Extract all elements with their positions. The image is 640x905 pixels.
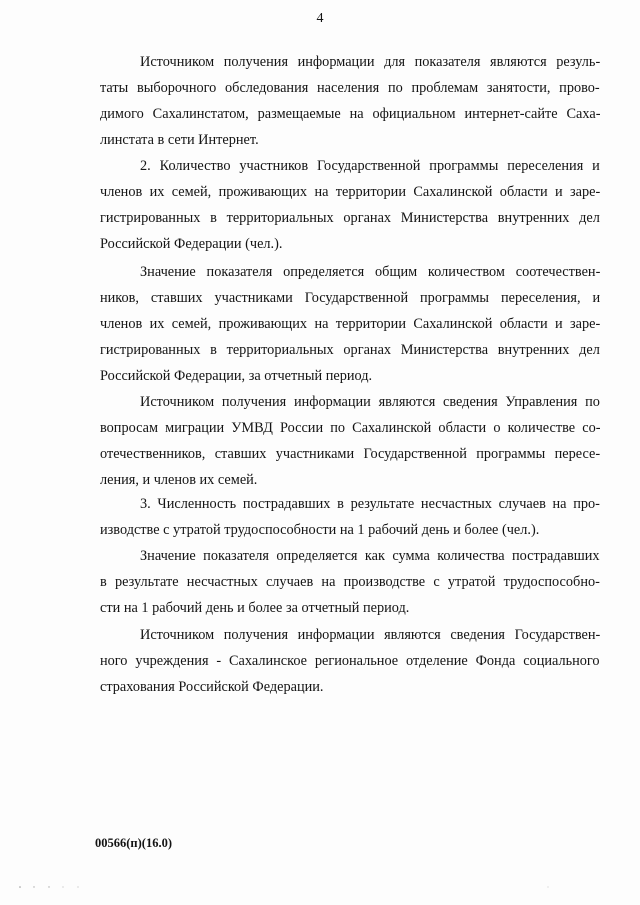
- paragraph-1-line: таты выборочного обследования населения по проблемам занятости, прово-: [100, 80, 600, 96]
- paragraph-3-line: членов их семей, проживающих на территории Сахалинской области и заре-: [100, 316, 601, 332]
- paragraph-4-line: Источником получения информации являются сведения Управления по: [140, 394, 600, 410]
- paragraph-6-line: сти на 1 рабочий день и более за отчетный период.: [100, 600, 410, 616]
- paragraph-3-line: Российской Федерации, за отчетный период.: [100, 368, 373, 384]
- paragraph-3-line: ников, ставших участниками Государственной программы переселения, и: [100, 290, 601, 306]
- paragraph-1-line: Источником получения информации для показателя являются резуль-: [140, 54, 601, 70]
- scan-artifact-dots: [8, 885, 628, 889]
- paragraph-6-line: Значение показателя определяется как сумма количества пострадавших: [140, 548, 600, 564]
- paragraph-6-line: в результате несчастных случаев на производстве с утратой трудоспособно-: [100, 574, 600, 590]
- page-number: 4: [316, 11, 324, 26]
- paragraph-1-line: димого Сахалинстатом, размещаемые на официальном интернет-сайте Саха-: [100, 106, 601, 122]
- paragraph-4-line: ления, и членов их семей.: [100, 472, 258, 488]
- paragraph-5-line: 3. Численность пострадавших в результате несчастных случаев на про-: [140, 496, 600, 512]
- paragraph-2-line: членов их семей, проживающих на территории Сахалинской области и заре-: [100, 184, 601, 200]
- paragraph-1-line: линстата в сети Интернет.: [100, 132, 259, 148]
- paragraph-3-line: Значение показателя определяется общим количеством соотечествен-: [140, 264, 601, 280]
- paragraph-2-line: гистрированных в территориальных органах Министерства внутренних дел: [100, 210, 600, 226]
- paragraph-7-line: страхования Российской Федерации.: [100, 679, 324, 695]
- paragraph-2-line: 2. Количество участников Государственной программы переселения и: [140, 158, 600, 174]
- paragraph-7-line: Источником получения информации являются сведения Государствен-: [140, 627, 601, 643]
- paragraph-3-line: гистрированных в территориальных органах Министерства внутренних дел: [100, 342, 600, 358]
- document-code: 00566(п)(16.0): [95, 836, 172, 850]
- paragraph-5-line: изводстве с утратой трудоспособности на 1 рабочий день и более (чел.).: [100, 522, 540, 538]
- paragraph-7-line: ного учреждения - Сахалинское региональное отделение Фонда социального: [100, 653, 600, 669]
- paragraph-4-line: отечественников, ставших участниками Государственной программы пересе-: [100, 446, 601, 462]
- paragraph-2-line: Российской Федерации (чел.).: [100, 236, 283, 252]
- paragraph-4-line: вопросам миграции УМВД России по Сахалинской области о количестве со-: [100, 420, 601, 436]
